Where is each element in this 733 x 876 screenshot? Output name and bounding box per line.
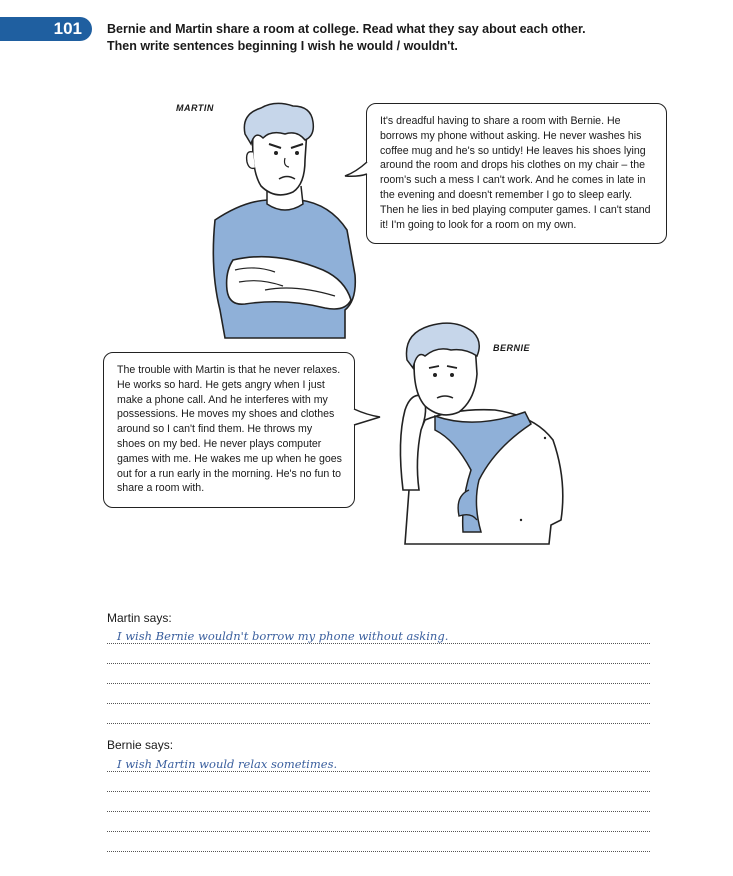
bernie-answer-line-3[interactable] (107, 793, 650, 812)
bernie-example-answer: I wish Martin would relax sometimes. (117, 757, 338, 771)
martin-illustration (205, 100, 365, 340)
instructions (107, 21, 667, 55)
bernie-speech-text: The trouble with Martin is that he never relaxes. He works so hard. He gets angry when I just make a phone call. And he interferes with my possessions. He moves my shoes and clothes around so I can't find them. He throws my shoes on my bed. He never plays computer games with me. He wakes me up when he goes out for a run early in the morning. He's no fun to share a room with. (117, 364, 342, 495)
bernie-bubble-tail (353, 405, 381, 429)
martin-answer-line-5[interactable] (107, 705, 650, 724)
bernie-says-label: Bernie says: (107, 738, 174, 752)
bernie-answer-line-5[interactable] (107, 833, 650, 852)
instructions-line-2: Then write sentences beginning I wish he would / wouldn't. (107, 39, 458, 53)
martin-speech-bubble (366, 103, 667, 244)
bernie-answer-line-2[interactable] (107, 773, 650, 792)
bernie-answer-line-1[interactable] (107, 753, 650, 772)
martin-answer-line-2[interactable] (107, 645, 650, 664)
martin-speech-text: It's dreadful having to share a room with Bernie. He borrows my phone without asking. He never washes his coffee mug and he's so untidy! He leaves his shoes lying around the room and drops his clothes on my chair – the room's such a mess I can't work. And he comes in late in the evening and doesn't remember I go to sleep early. Then he lies in bed playing computer games. I can't stand it! I'm going to look for a room on my own. (380, 115, 651, 231)
martin-bubble-tail (344, 160, 368, 184)
martin-name-label: MARTIN (176, 103, 214, 113)
martin-answer-line-1[interactable] (107, 625, 650, 644)
bernie-answer-line-4[interactable] (107, 813, 650, 832)
martin-says-label: Martin says: (107, 611, 172, 625)
martin-answer-line-3[interactable] (107, 665, 650, 684)
bernie-name-label: BERNIE (493, 343, 531, 353)
bernie-speech-bubble (103, 352, 355, 508)
exercise-number-badge: 101 (0, 17, 92, 41)
bernie-illustration (385, 320, 575, 545)
martin-example-answer: I wish Bernie wouldn't borrow my phone without asking. (117, 629, 449, 643)
martin-answer-line-4[interactable] (107, 685, 650, 704)
instructions-line-1: Bernie and Martin share a room at college. Read what they say about each other. (107, 22, 586, 36)
